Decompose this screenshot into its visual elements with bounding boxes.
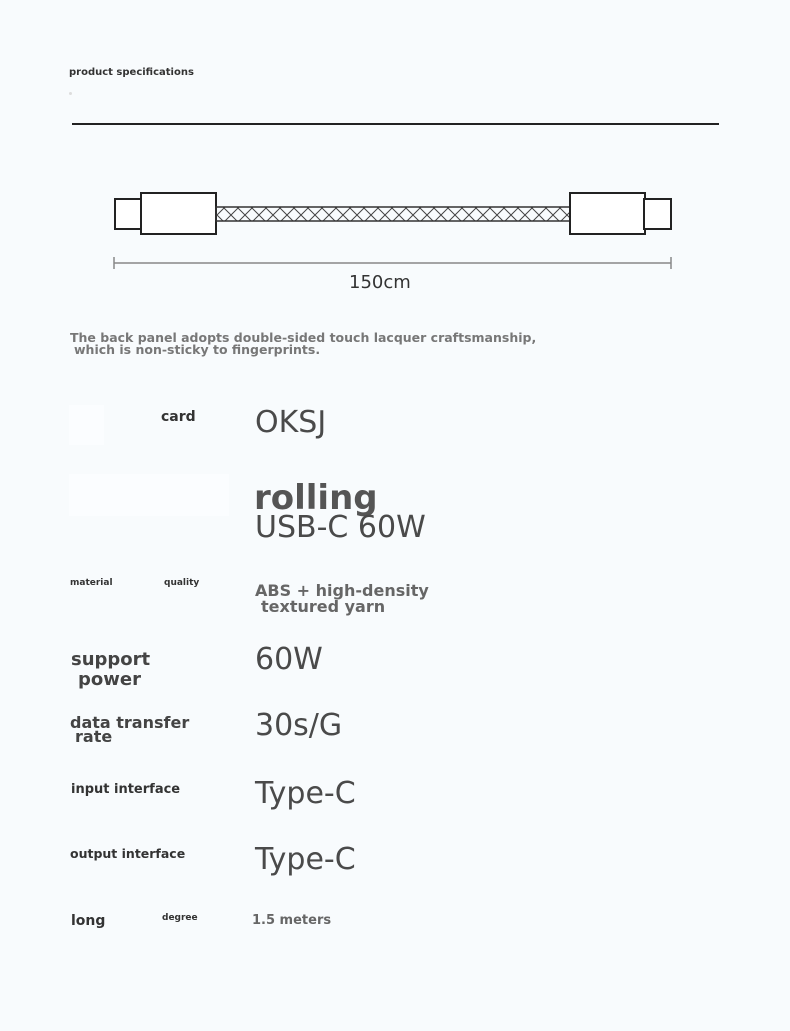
cable-diagram [0,180,790,280]
spec-label-card: card [161,409,196,425]
right-plug-tip [644,199,671,229]
spec-label-material: material [70,578,113,588]
spec-label-quality: quality [164,578,200,588]
spec-value-support: 60W [255,642,323,677]
spec-label-power: power [78,669,141,690]
length-label: 150cm [349,272,411,293]
spec-value-data: 30s/G [255,708,343,743]
label-ghost-box [69,474,229,516]
spec-label-degree: degree [162,913,198,923]
note-line-2: which is non-sticky to fingerprints. [74,342,321,357]
title-divider [72,123,719,125]
spec-value-material-line1: ABS + high-density [255,581,429,600]
page-title: product specifications [69,67,194,78]
spec-label-output: output interface [70,846,186,861]
spec-value-long: 1.5 meters [252,913,332,928]
spec-label-rolling: rolling [254,478,378,518]
spec-label-data: data transfer [70,713,190,732]
fingerprint-note [70,332,536,356]
spec-value-input: Type-C [255,776,356,811]
decorative-dot [69,92,72,95]
spec-label-data-transfer [70,713,190,746]
spec-value-card: OKSJ [255,405,327,440]
spec-label-long: long [71,913,106,929]
spec-value-material [255,583,429,615]
braided-cable [216,207,570,221]
spec-label-support: support [71,649,151,670]
spec-label-support-power [71,650,150,690]
spec-label-input: input interface [71,782,181,797]
spec-value-rolling: USB-C 60W [255,510,426,545]
left-connector-housing [141,193,216,234]
spec-value-material-line2: textured yarn [261,597,386,616]
note-line-1: The back panel adopts double-sided touch lacquer craftsmanship, [70,330,537,345]
spec-value-output: Type-C [255,842,356,877]
right-connector-housing [570,193,645,234]
label-ghost-box [69,405,104,445]
left-plug-tip [115,199,142,229]
spec-label-rate: rate [75,727,113,746]
